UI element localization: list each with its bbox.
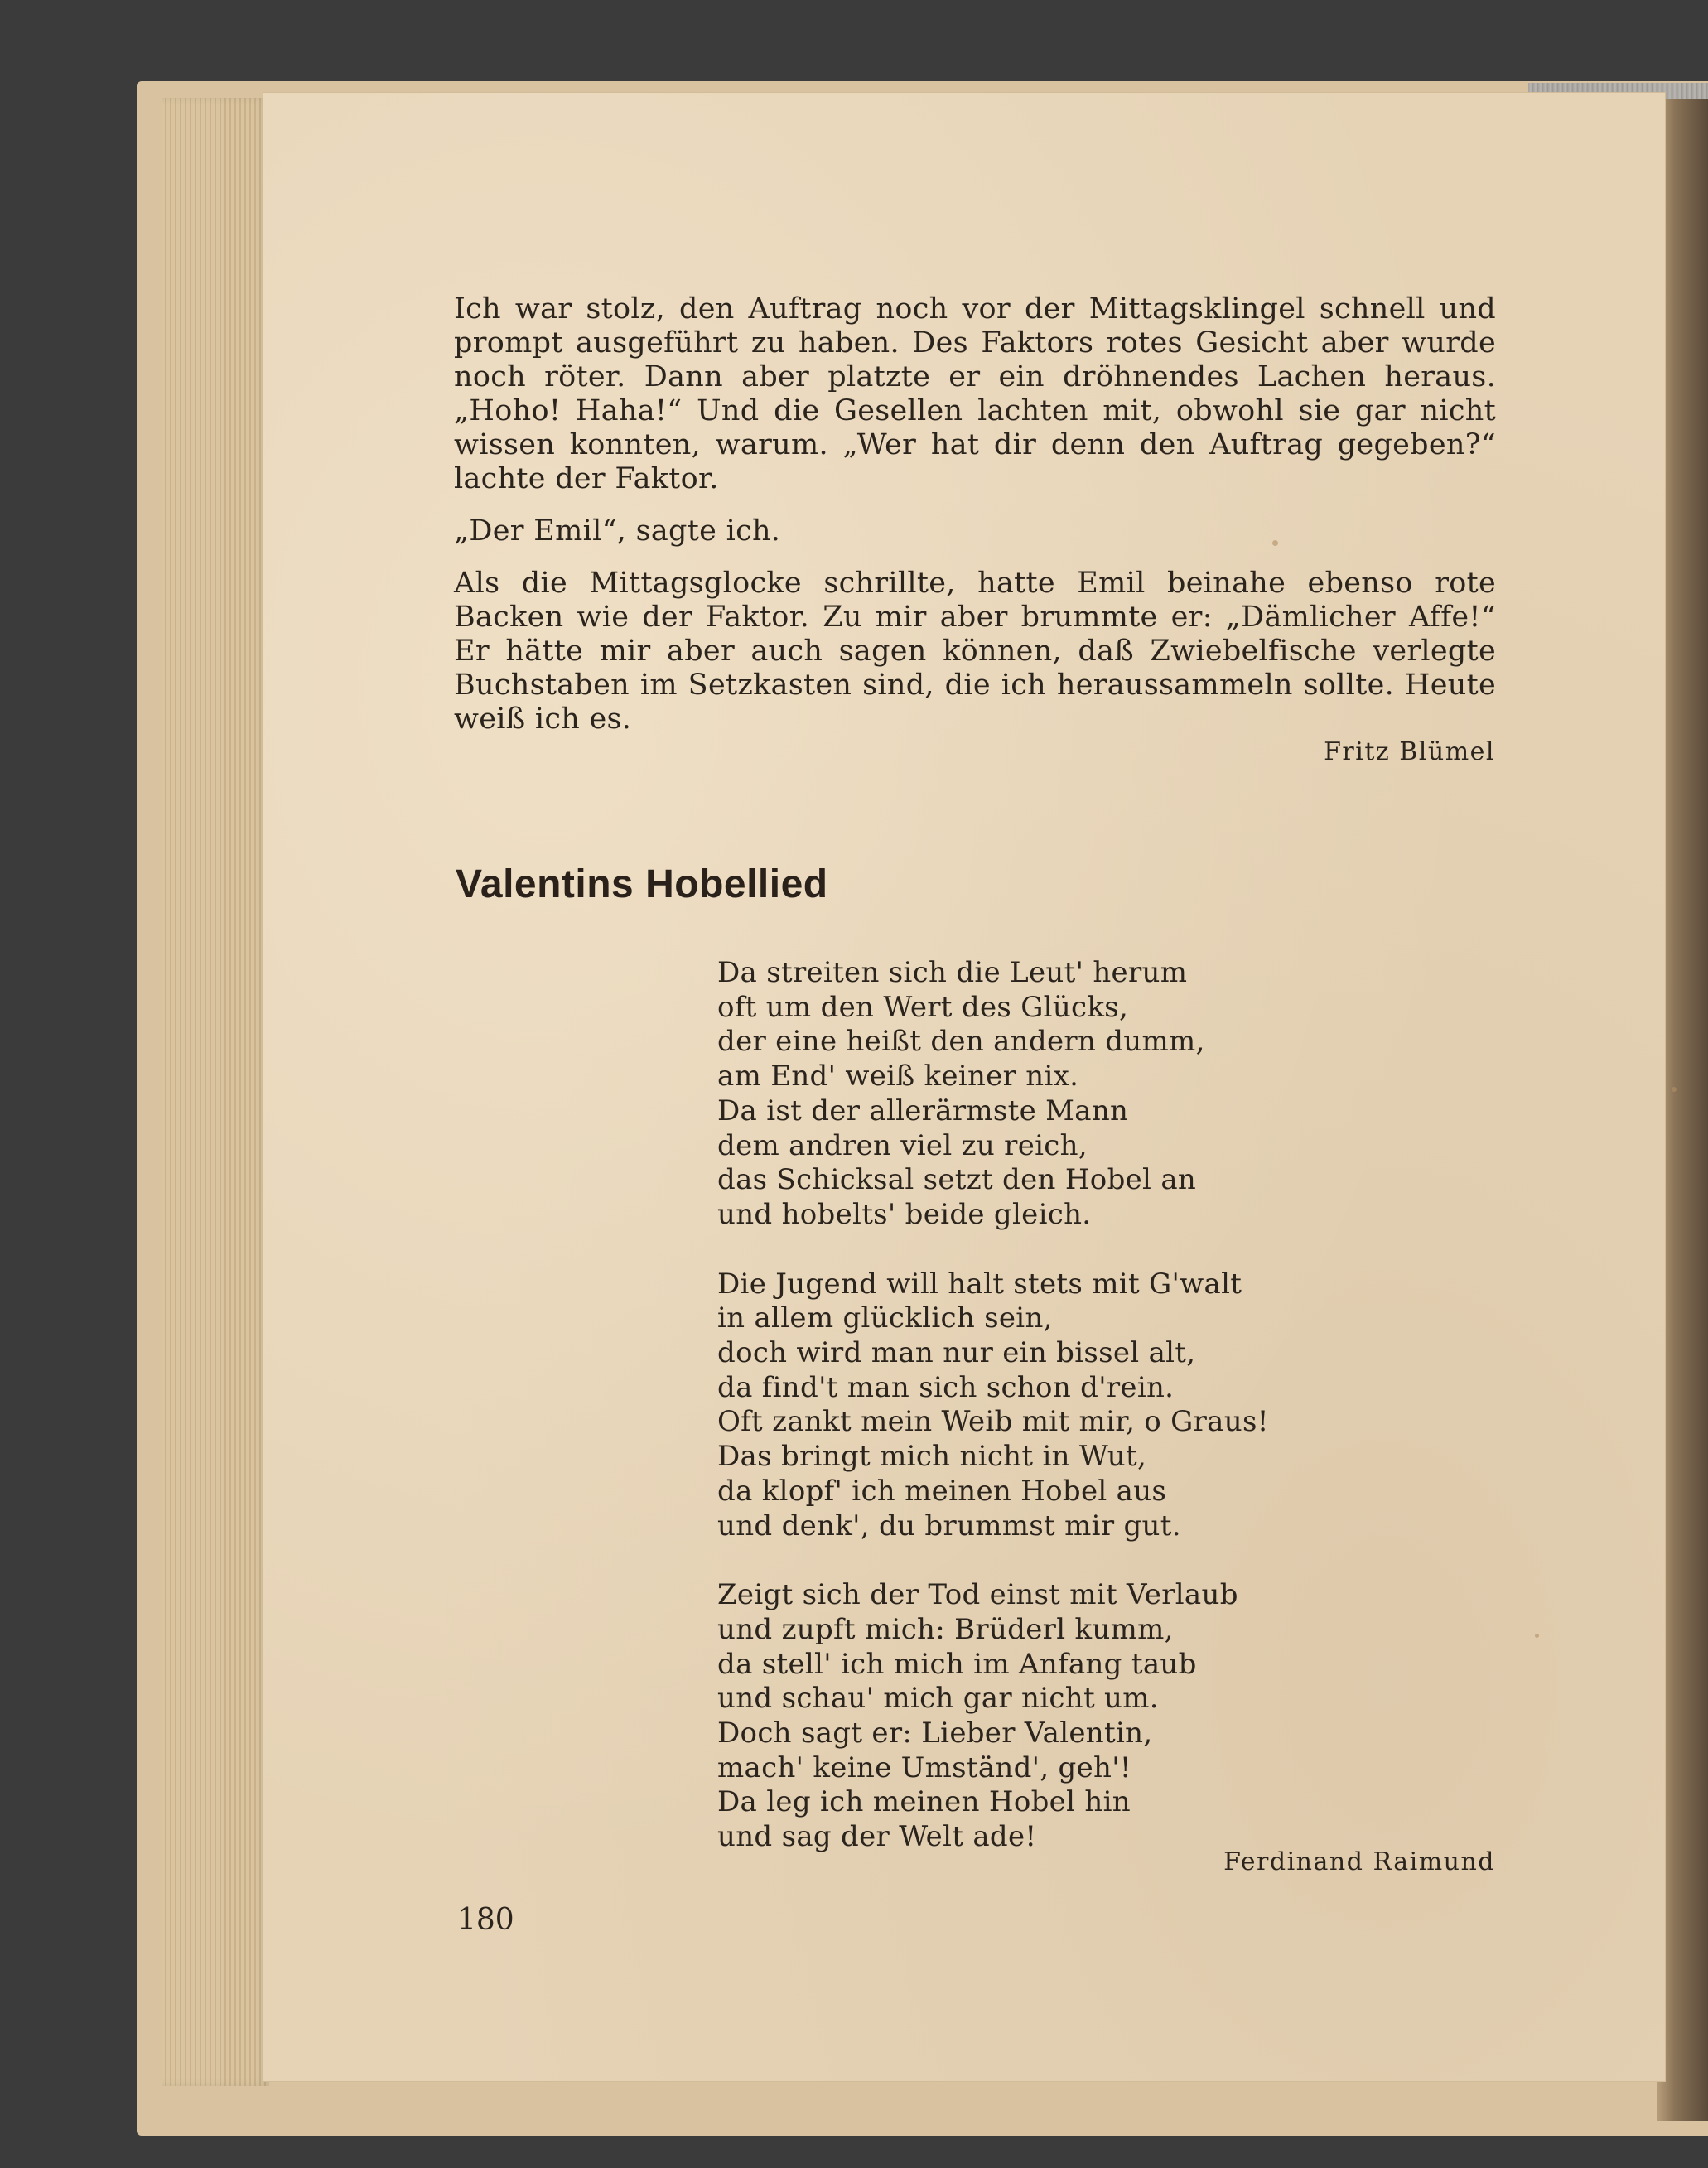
poem-line: und sag der Welt ade!	[717, 1820, 1037, 1854]
poem-line: Zeigt sich der Tod einst mit Verlaub	[717, 1578, 1238, 1612]
poem-line: und denk', du brummst mir gut.	[717, 1509, 1181, 1543]
poem-line: da stell' ich mich im Anfang taub	[717, 1647, 1197, 1681]
poem-line: Das bringt mich nicht in Wut,	[717, 1440, 1147, 1474]
poem-line: dem andren viel zu reich,	[717, 1128, 1088, 1162]
poem-stanza	[717, 1578, 1463, 1855]
poem-line: der eine heißt den andern dumm,	[717, 1025, 1205, 1059]
poem-author: Ferdinand Raimund	[1223, 1847, 1495, 1876]
poem-line: da find't man sich schon d'rein.	[717, 1370, 1175, 1404]
page-edges	[162, 98, 269, 2086]
prose-paragraph: „Der Emil“, sagte ich.	[454, 514, 781, 548]
poem-line: da klopf' ich meinen Hobel aus	[717, 1474, 1167, 1508]
paper-speck	[1535, 1634, 1539, 1638]
prose-paragraph: Als die Mittagsglocke schrillte, hatte Emil beinahe ebenso rote Backen wie der Faktor. Zu mir aber brummte er: „Dämlicher Affe!“ Er hätte mir aber auch sagen können, daß Zwiebelfische verlegte Buchstaben im Setzkasten sind, die ich heraussammeln sollte. Heute weiß ich es.	[454, 567, 1496, 736]
prose-author: Fritz Blümel	[1324, 737, 1495, 766]
page-number: 180	[457, 1903, 514, 1937]
poem-line: Oft zankt mein Weib mit mir, o Graus!	[717, 1405, 1269, 1439]
poem-line: und schau' mich gar nicht um.	[717, 1682, 1159, 1716]
poem-line: Da ist der allerärmste Mann	[717, 1094, 1129, 1127]
poem-line: das Schicksal setzt den Hobel an	[717, 1163, 1197, 1197]
prose-paragraph: Ich war stolz, den Auftrag noch vor der Mittagsklingel schnell und prompt ausgeführt zu haben. Des Faktors rotes Gesicht aber wurde noch röter. Dann aber platzte er ein dröhnendes Lachen heraus. „Hoho! Haha!“ Und die Gesellen lachten mit, obwohl sie gar nicht wissen konnten, warum. „Wer hat dir denn den Auftrag gegeben?“ lachte der Faktor.	[454, 292, 1496, 495]
poem-line: mach' keine Umständ', geh'!	[717, 1750, 1131, 1784]
poem-stanza	[717, 1267, 1463, 1544]
poem-line: Da streiten sich die Leut' herum	[717, 956, 1188, 989]
prose-section	[454, 292, 1496, 755]
poem-line: in allem glücklich sein,	[717, 1301, 1053, 1335]
poem-line: und zupft mich: Brüderl kumm,	[717, 1612, 1174, 1646]
poem-line: am End' weiß keiner nix.	[717, 1060, 1079, 1094]
poem-line: oft um den Wert des Glücks,	[717, 990, 1129, 1024]
paper-speck	[1672, 1087, 1677, 1092]
poem-line: und hobelts' beide gleich.	[717, 1197, 1092, 1231]
poem-line: Die Jugend will halt stets mit G'walt	[717, 1267, 1242, 1301]
poem-stanza	[717, 956, 1463, 1233]
poem-line: Da leg ich meinen Hobel hin	[717, 1785, 1131, 1819]
poem-line: doch wird man nur ein bissel alt,	[717, 1336, 1196, 1370]
poem-body	[717, 956, 1463, 1890]
poem-line: Doch sagt er: Lieber Valentin,	[717, 1717, 1153, 1750]
poem-title: Valentins Hobellied	[456, 862, 828, 906]
